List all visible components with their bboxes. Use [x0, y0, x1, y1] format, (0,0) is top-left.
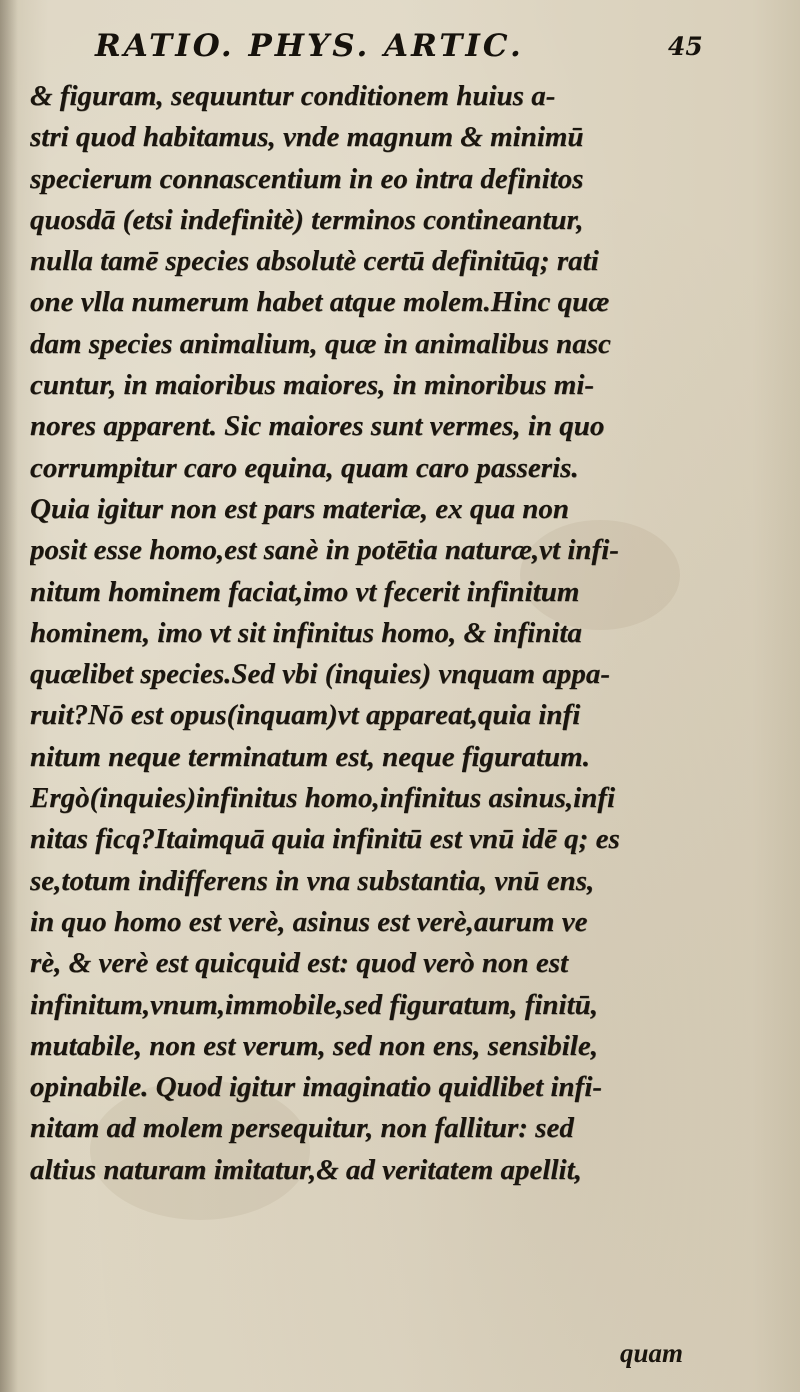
text-line: posit esse homo,est sanè in potētia naturæ,vt infi-	[30, 534, 619, 567]
text-line: nitam ad molem persequitur, non fallitur: sed	[30, 1112, 574, 1145]
text-line: nitum hominem faciat,imo vt fecerit infinitum	[30, 575, 580, 608]
text-line: rè, & verè est quicquid est: quod verò non est	[30, 947, 569, 980]
text-line: quosdā (etsi indefinitè) terminos contineantur,	[30, 203, 584, 236]
text-line: & figuram, sequuntur conditionem huius a-	[30, 80, 556, 112]
text-line: Ergò(inquies)infinitus homo,infinitus asinus,infi	[30, 782, 616, 815]
text-line: hominem, imo vt sit infinitus homo, & infinita	[30, 616, 582, 649]
text-line: infinitum,vnum,immobile,sed figuratum, finitū,	[30, 988, 599, 1021]
running-head: RATIO. PHYS. ARTIC.	[95, 28, 524, 64]
text-line: dam species animalium, quæ in animalibus nasc	[30, 327, 611, 360]
body-text	[30, 76, 770, 1191]
text-line: nitas ficq?Itaimquā quia infinitū est vnū idē q; es	[30, 823, 620, 856]
text-line: one vlla numerum habet atque molem.Hinc quæ	[30, 286, 610, 319]
text-line: opinabile. Quod igitur imaginatio quidlibet infi-	[30, 1071, 603, 1104]
catchword: quam	[620, 1338, 684, 1368]
text-line: cuntur, in maioribus maiores, in minoribus mi-	[30, 369, 595, 402]
text-line: nores apparent. Sic maiores sunt vermes, in quo	[30, 410, 605, 443]
text-line: altius naturam imitatur,& ad veritatem apellit,	[30, 1153, 582, 1186]
page-header	[0, 28, 800, 76]
text-line: quælibet species.Sed vbi (inquies) vnquam appa-	[30, 658, 610, 691]
text-line: specierum connascentium in eo intra definitos	[30, 162, 584, 195]
text-line: nulla tamē species absolutè certū definitūq; rati	[30, 245, 599, 278]
text-line: corrumpitur caro equina, quam caro passeris.	[30, 451, 579, 484]
text-line: se,totum indifferens in vna substantia, vnū ens,	[30, 864, 595, 897]
text-line: nitum neque terminatum est, neque figuratum.	[30, 740, 590, 773]
text-line: Quia igitur non est pars materiæ, ex qua non	[30, 492, 570, 525]
text-line: ruit?Nō est opus(inquam)vt appareat,quia infi	[30, 699, 581, 732]
page-gutter-shadow	[0, 0, 18, 1392]
text-line: in quo homo est verè, asinus est verè,aurum ve	[30, 905, 588, 938]
text-line: stri quod habitamus, vnde magnum & minimū	[30, 121, 584, 154]
page-number: 45	[668, 32, 703, 61]
text-line: mutabile, non est verum, sed non ens, sensibile,	[30, 1029, 598, 1062]
